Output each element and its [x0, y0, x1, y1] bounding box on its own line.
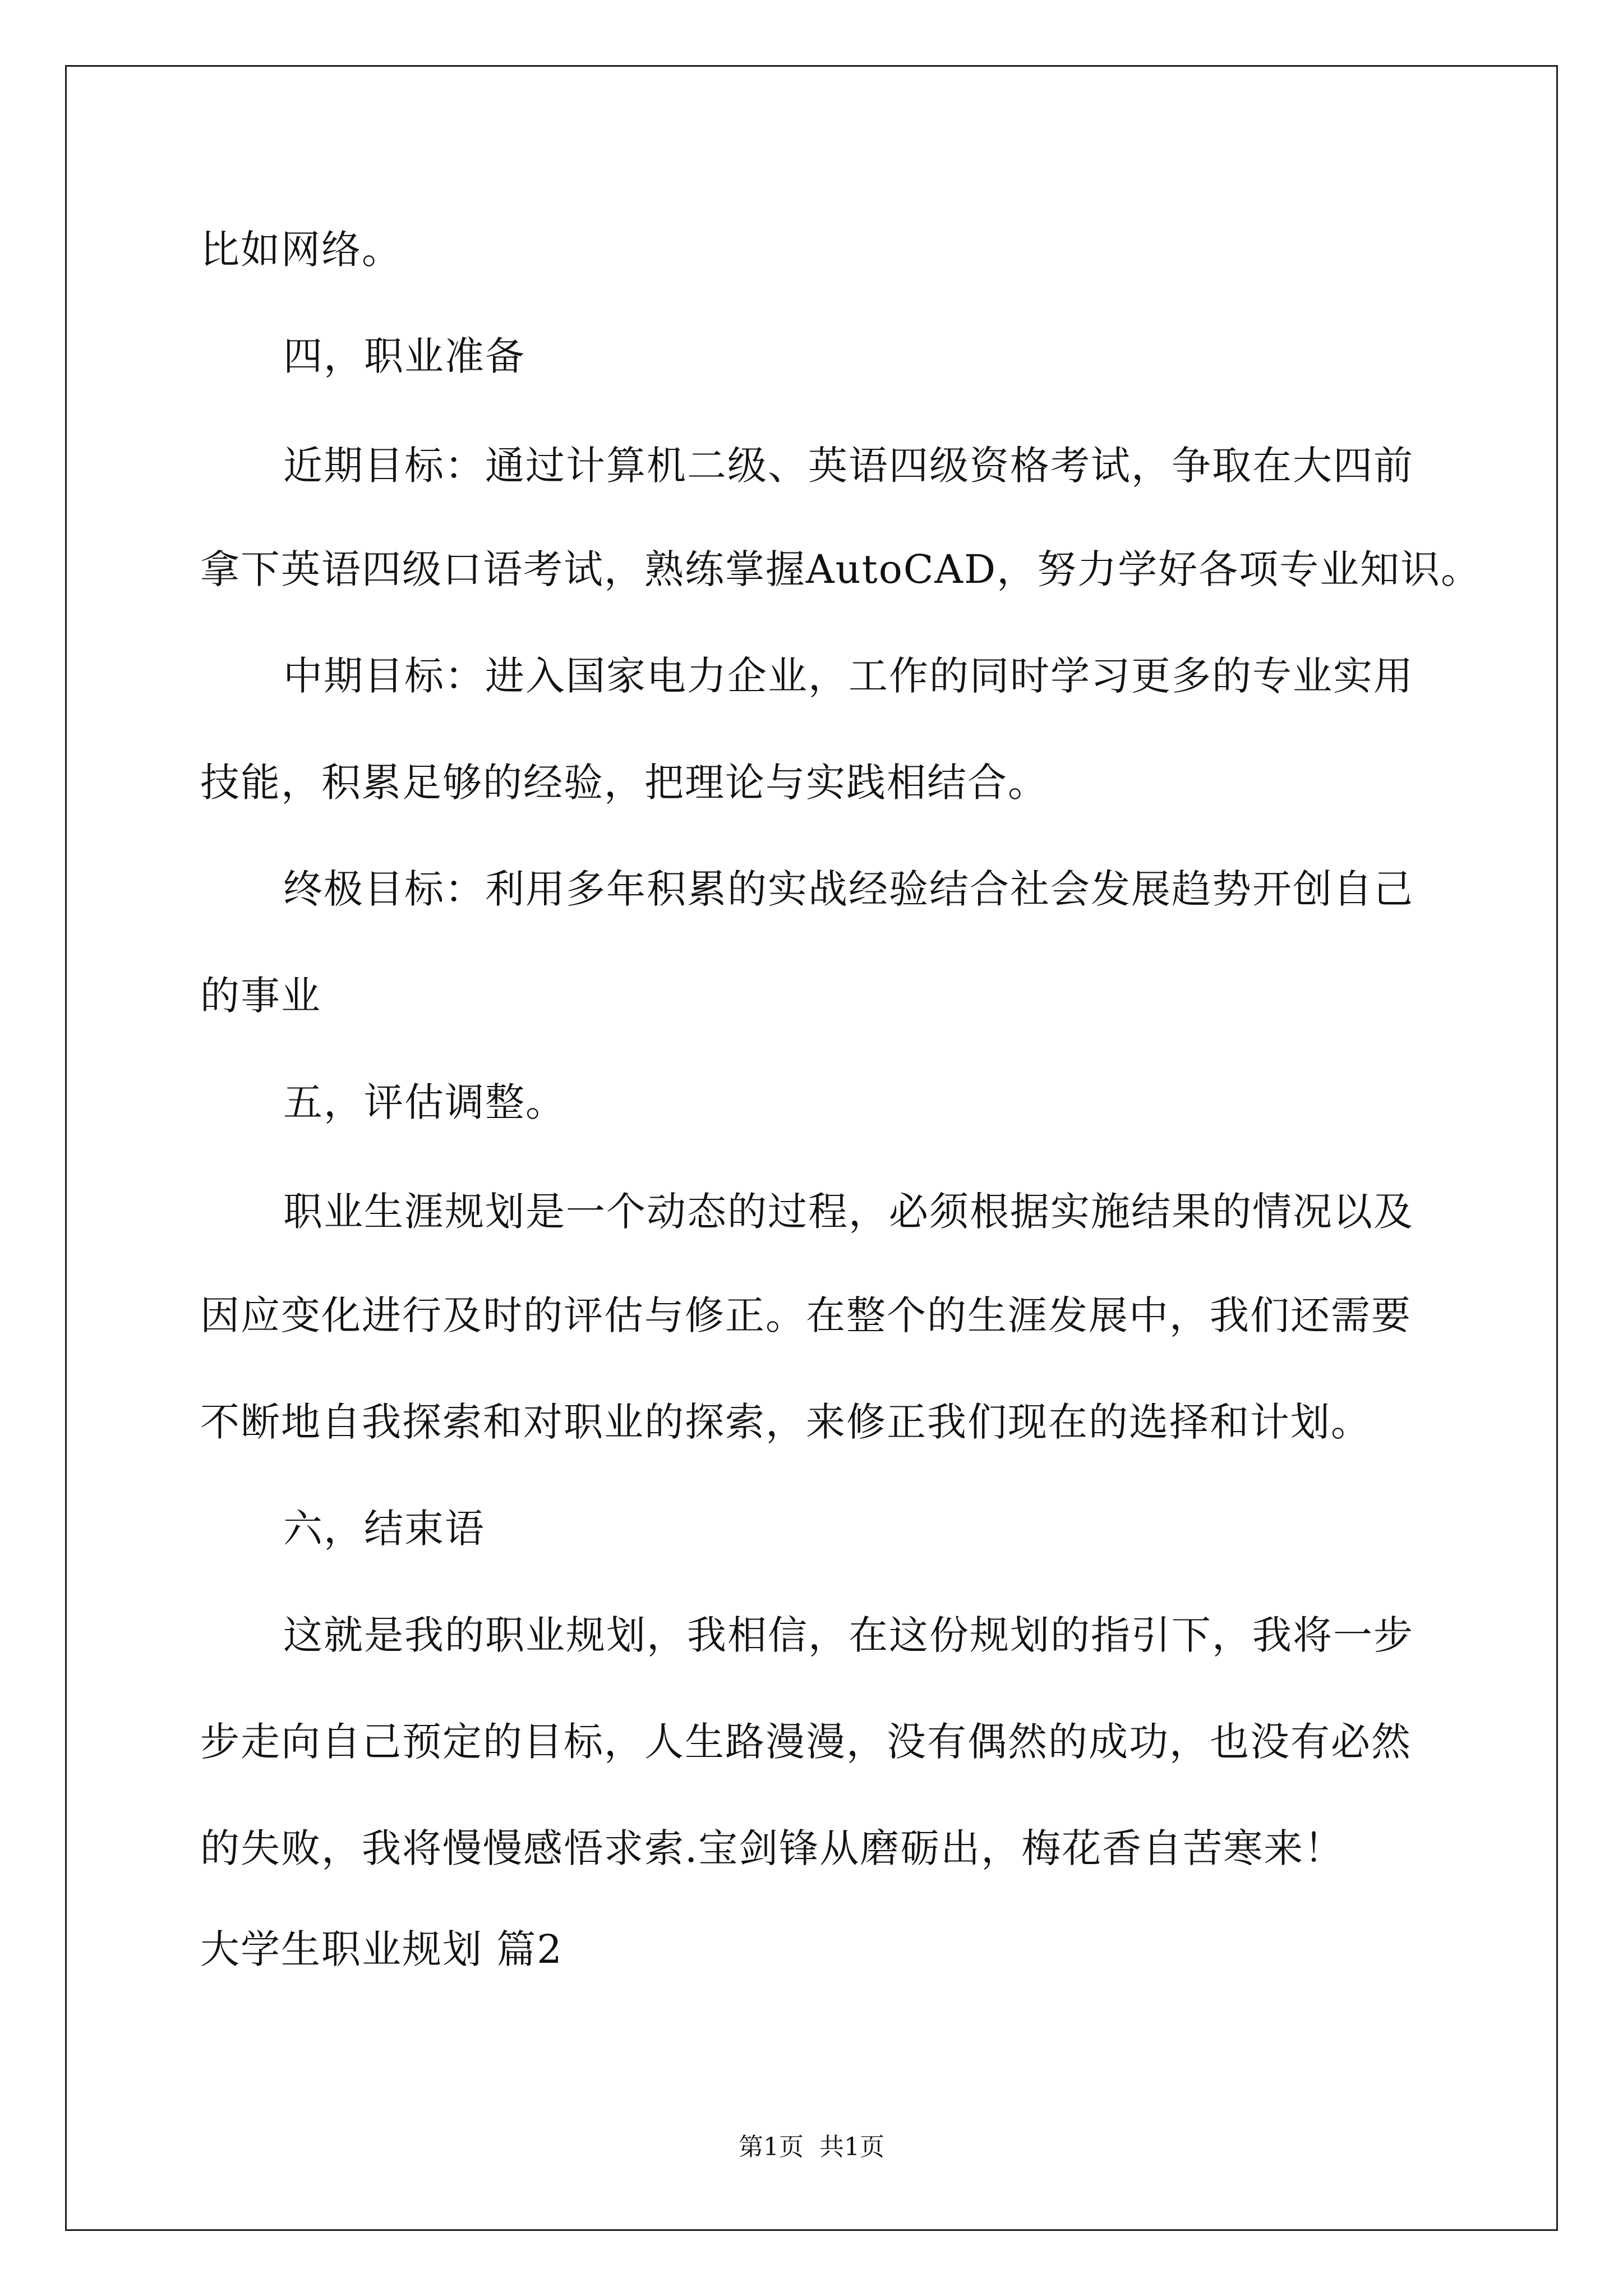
section-heading-career-preparation: 四，职业准备: [283, 333, 525, 379]
text-line: 终极目标：利用多年积累的实战经验结合社会发展趋势开创自己: [283, 866, 1414, 912]
text-line: 近期目标：通过计算机二级、英语四级资格考试，争取在大四前: [283, 443, 1414, 489]
article-title: 大学生职业规划 篇2: [200, 1926, 563, 1972]
text-line: 比如网络。: [200, 227, 402, 273]
section-heading-conclusion: 六，结束语: [283, 1506, 485, 1552]
text-line: 的失败，我将慢慢感悟求索.宝剑锋从磨砺出，梅花香自苦寒来！: [200, 1825, 1345, 1871]
text-line: 因应变化进行及时的评估与修正。在整个的生涯发展中，我们还需要: [200, 1292, 1412, 1338]
text-line: 步走向自己预定的目标，人生路漫漫，没有偶然的成功，也没有必然: [200, 1719, 1412, 1765]
section-heading-evaluation: 五，评估调整。: [283, 1079, 566, 1125]
text-line: 中期目标：进入国家电力企业，工作的同时学习更多的专业实用: [283, 653, 1414, 699]
text-line: 的事业: [200, 973, 321, 1019]
text-line: 不断地自我探索和对职业的探索，来修正我们现在的选择和计划。: [200, 1399, 1371, 1445]
text-line: 职业生涯规划是一个动态的过程，必须根据实施结果的情况以及: [283, 1189, 1414, 1235]
text-line: 拿下英语四级口语考试，熟练掌握AutoCAD，努力学好各项专业知识。: [200, 546, 1482, 592]
text-line: 技能，积累足够的经验，把理论与实践相结合。: [200, 760, 1048, 806]
text-line: 这就是我的职业规划，我相信，在这份规划的指引下，我将一步: [283, 1612, 1414, 1658]
page-footer: 第1页 共1页: [739, 2133, 884, 2161]
page-border: [65, 65, 1558, 2231]
